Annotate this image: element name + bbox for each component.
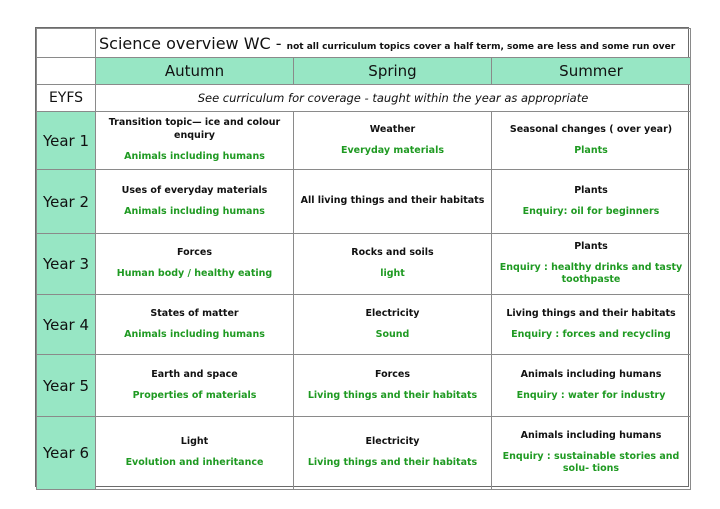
year-row (37, 295, 691, 355)
topic-title: Animals including humans (520, 429, 662, 441)
topic-cell-autumn (96, 295, 294, 355)
topic-cell-spring (294, 417, 492, 490)
topic-cell-summer (492, 112, 691, 170)
topic-secondary: Living things and their habitats (307, 389, 478, 401)
topic-title: Rocks and soils (351, 247, 434, 259)
topic-secondary: Human body / healthy eating (116, 268, 273, 279)
topic-secondary: light (380, 268, 405, 279)
season-autumn: Autumn (96, 58, 294, 85)
year-row (37, 170, 691, 234)
eyfs-row (37, 85, 691, 112)
year-row (37, 417, 691, 490)
topic-secondary: Enquiry : forces and recycling (511, 328, 671, 340)
year-label: Year 1 (37, 112, 96, 170)
topic-secondary: Evolution and inheritance (125, 457, 264, 468)
eyfs-label: EYFS (37, 85, 96, 112)
topic-title: Animals including humans (520, 368, 662, 380)
season-corner-cell (37, 58, 96, 85)
topic-secondary: Plants (574, 144, 608, 156)
science-overview-table (36, 28, 691, 490)
topic-title: Living things and their habitats (506, 307, 676, 319)
topic-cell-spring (294, 112, 492, 170)
overview-sheet (35, 27, 689, 487)
topic-title: Forces (374, 368, 411, 380)
topic-cell-summer (492, 170, 691, 234)
topic-secondary: Animals including humans (124, 205, 265, 217)
season-spring: Spring (294, 58, 492, 85)
topic-secondary: Enquiry: oil for beginners (522, 205, 660, 217)
topic-cell-spring (294, 295, 492, 355)
topic-secondary: Animals including humans (124, 328, 265, 340)
year-row (37, 355, 691, 417)
topic-title: All living things and their habitats (300, 195, 485, 207)
year-row (37, 234, 691, 295)
topic-cell-spring (294, 355, 492, 417)
year-row (37, 112, 691, 170)
topic-secondary: Enquiry : water for industry (516, 389, 666, 401)
topic-cell-autumn (96, 355, 294, 417)
topic-cell-summer (492, 295, 691, 355)
topic-title: Light (180, 436, 209, 448)
topic-secondary: Animals including humans (124, 150, 265, 162)
topic-title: Forces (176, 247, 213, 259)
topic-title: Plants (574, 240, 608, 252)
page-title: Science overview WC - (99, 33, 282, 53)
topic-cell-spring (294, 234, 492, 295)
topic-secondary: Everyday materials (341, 144, 444, 156)
topic-title: Plants (574, 184, 608, 196)
topic-title: Transition topic— ice and colour enquiry (108, 117, 281, 142)
season-summer: Summer (492, 58, 691, 85)
season-header-row (37, 58, 691, 85)
topic-title: Seasonal changes ( over year) (509, 123, 673, 135)
topic-title: Electricity (365, 307, 420, 319)
topic-secondary: Living things and their habitats (307, 457, 478, 468)
topic-cell-spring (294, 170, 492, 234)
title-row (37, 29, 691, 58)
topic-secondary: Enquiry : sustainable stories and solu- tions (502, 450, 680, 475)
topic-title: Earth and space (151, 368, 238, 380)
year-label: Year 6 (37, 417, 96, 490)
year-label: Year 3 (37, 234, 96, 295)
topic-secondary: Properties of materials (132, 389, 257, 401)
topic-cell-autumn (96, 417, 294, 490)
title-cell (96, 29, 691, 58)
topic-secondary: Sound (375, 328, 410, 340)
topic-title: Uses of everyday materials (121, 184, 268, 196)
year-rows (37, 112, 691, 490)
year-label: Year 4 (37, 295, 96, 355)
topic-cell-summer (492, 417, 691, 490)
topic-cell-autumn (96, 112, 294, 170)
topic-cell-summer (492, 355, 691, 417)
topic-title: Weather (369, 123, 416, 135)
topic-cell-summer (492, 234, 691, 295)
topic-title: States of matter (150, 307, 239, 319)
eyfs-text: See curriculum for coverage - taught within the year as appropriate (96, 85, 691, 112)
topic-cell-autumn (96, 234, 294, 295)
topic-cell-autumn (96, 170, 294, 234)
topic-secondary: Enquiry : healthy drinks and tasty toothpaste (499, 261, 683, 286)
topic-title: Electricity (365, 436, 420, 448)
title-note: not all curriculum topics cover a half term, some are less and some run over (286, 41, 676, 52)
year-label: Year 2 (37, 170, 96, 234)
corner-cell (37, 29, 96, 58)
year-label: Year 5 (37, 355, 96, 417)
